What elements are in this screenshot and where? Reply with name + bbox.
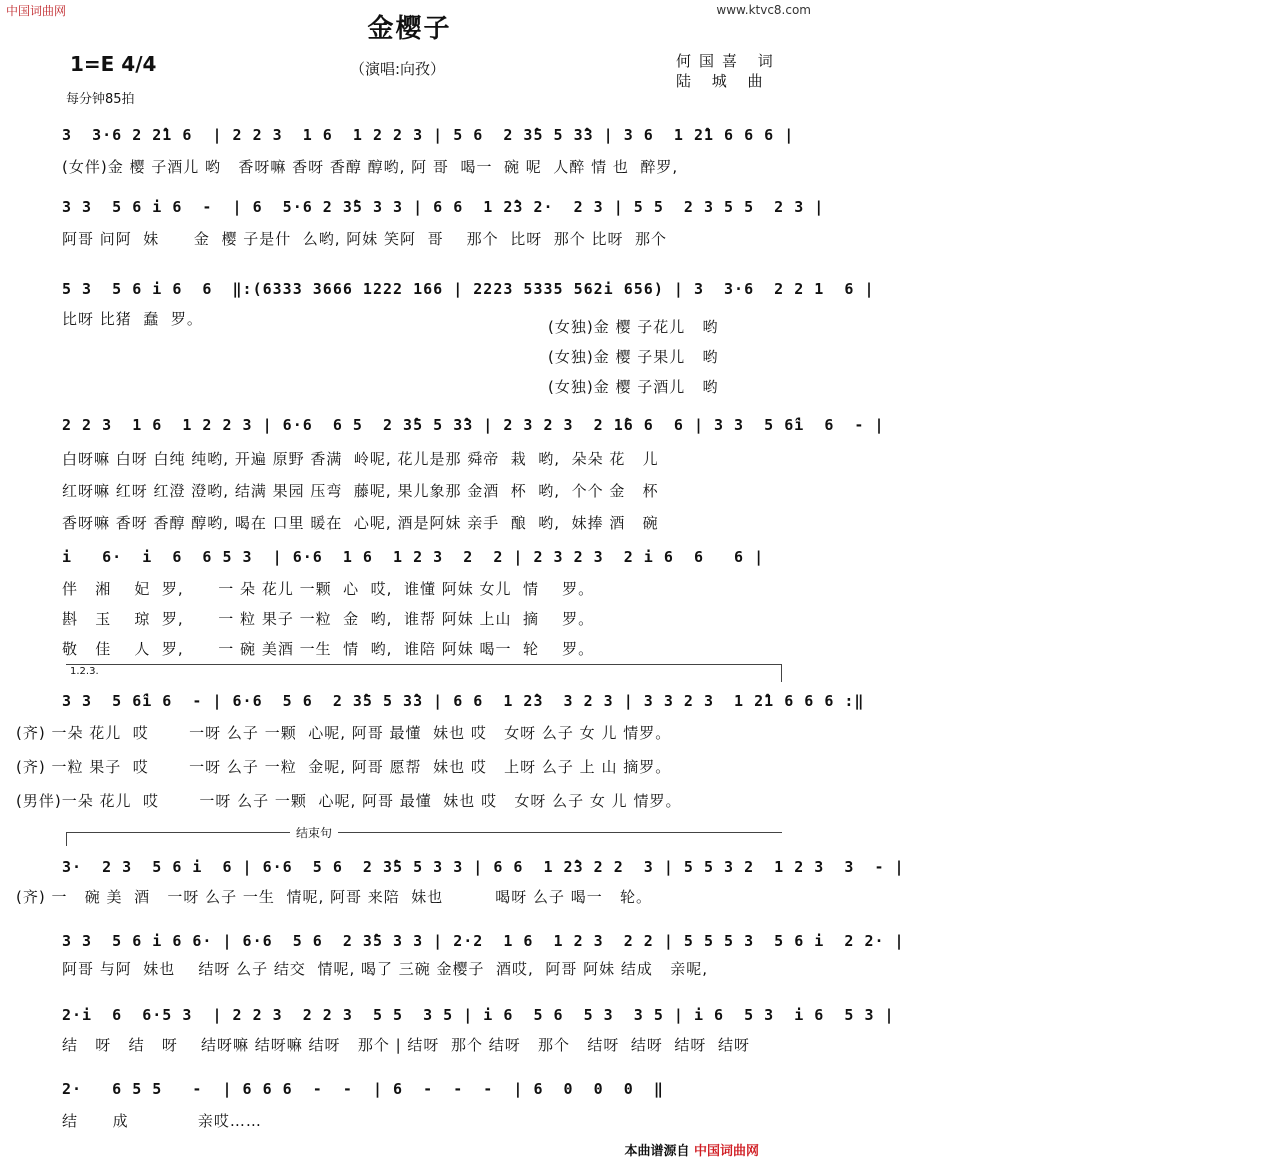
lyrics-row-3-side-1: (女独)金 樱 子花儿 哟 — [548, 318, 719, 336]
lyricist: 何国喜 词 — [676, 52, 781, 70]
ending-bracket-start — [66, 832, 67, 846]
lyrics-row-3-side-3: (女独)金 樱 子酒儿 哟 — [548, 378, 719, 396]
source-site-link[interactable]: 中国词曲网 — [693, 1144, 759, 1159]
notation-row-9: 2·i 6 6·5 3 | 2 2 3 2 2 3 5 5 3 5 | i 6 5 6 5 3 3 5 | i 6 5 3 i 6 5 3 | — [62, 1006, 895, 1024]
lyrics-row-6-v2: (齐) 一粒 果子 哎 一呀 么子 一粒 金呢, 阿哥 愿帮 妹也 哎 上呀 么子 上 山 摘罗。 — [16, 758, 672, 776]
lyrics-row-5-v2: 斟 玉 琼 罗, 一 粒 果子 一粒 金 哟, 谁帮 阿妹 上山 摘 罗。 — [62, 610, 595, 628]
notation-row-2: 3 3 5 6 i 6 - | 6 5·6 2 3̂5 3 3 | 6 6 1 2̂3 2· 2 3 | 5 5 2 3 5 5 2 3 | — [62, 198, 825, 216]
ending-bracket — [66, 832, 782, 833]
singer: （演唱:向孜） — [350, 60, 446, 78]
lyrics-row-6-v1: (齐) 一朵 花儿 哎 一呀 么子 一颗 心呢, 阿哥 最懂 妹也 哎 女呀 么子 女 儿 情罗。 — [16, 724, 672, 742]
composer: 陆 城 曲 — [676, 72, 771, 90]
site-logo-left: 中国词曲网 — [6, 4, 67, 18]
lyrics-row-8: 阿哥 与阿 妹也 结呀 么子 结交 情呢, 喝了 三碗 金樱子 酒哎, 阿哥 阿妹 结成 亲呢, — [62, 960, 708, 978]
lyrics-row-9: 结 呀 结 呀 结呀嘛 结呀嘛 结呀 那个 | 结呀 那个 结呀 那个 结呀 结呀 结呀 结呀 — [62, 1036, 750, 1054]
volta-bracket — [66, 664, 782, 665]
notation-row-3: 5 3 5 6 i 6 6 ‖:(6333 3666 1222 166 | 2223 5335 562i 656) | 3 3·6 2 2 1 6 | — [62, 280, 875, 298]
lyrics-row-3: 比呀 比猪 蠢 罗。 — [62, 310, 203, 328]
notation-row-7: 3· 2 3 5 6 i 6 | 6·6 5 6 2 3̂5 5 3 3 | 6 6 1 2̂3 2 2 3 | 5 5 3 2 1 2 3 3 - | — [62, 858, 905, 876]
volta-bracket-end — [781, 664, 782, 682]
ending-label: 结束句 — [290, 824, 338, 841]
notation-row-4: 2 2 3 1 6 1 2 2 3 | 6·6 6 5 2 3̂5 5 3̂3 | 2 3 2 3 2 1̂6 6 6 | 3 3 5 6̂i 6 - | — [62, 416, 885, 434]
lyrics-row-2: 阿哥 问阿 妹 金 樱 子是什 么哟, 阿妹 笑阿 哥 那个 比呀 那个 比呀 那个 — [62, 230, 668, 248]
lyrics-row-5-v3: 敬 佳 人 罗, 一 碗 美酒 一生 情 哟, 谁陪 阿妹 喝一 轮 罗。 — [62, 640, 595, 658]
volta-label: 1.2.3. — [70, 666, 99, 677]
key-signature: 1=E 4/4 — [70, 52, 157, 76]
lyrics-row-6-v3: (男伴)一朵 花儿 哎 一呀 么子 一颗 心呢, 阿哥 最懂 妹也 哎 女呀 么子 女 儿 情罗。 — [16, 792, 682, 810]
notation-row-10: 2· 6 5 5 - | 6 6 6 - - | 6 - - - | 6 0 0 0 ‖ — [62, 1080, 664, 1098]
lyrics-row-4-v1: 白呀嘛 白呀 白纯 纯哟, 开遍 原野 香满 岭呢, 花儿是那 舜帝 栽 哟, 朵朵 花 儿 — [62, 450, 659, 468]
lyrics-row-1: (女伴)金 樱 子酒儿 哟 香呀嘛 香呀 香醇 醇哟, 阿 哥 喝一 碗 呢 人醉 情 也 醉罗, — [62, 158, 679, 176]
notation-row-6: 3 3 5 6̂i 6 - | 6·6 5 6 2 3̂5 5 3̂3 | 6 6 1 2̂3 3 2 3 | 3 3 2 3 1 2̂1 6 6 6 :‖ — [62, 692, 865, 710]
site-url-right: www.ktvc8.com — [716, 3, 811, 17]
song-title: 金樱子 — [367, 14, 452, 44]
lyrics-row-4-v3: 香呀嘛 香呀 香醇 醇哟, 喝在 口里 暖在 心呢, 酒是阿妹 亲手 酿 哟, 妹捧 酒 碗 — [62, 514, 659, 532]
lyrics-row-3-side-2: (女独)金 樱 子果儿 哟 — [548, 348, 719, 366]
notation-row-5: i 6· i 6 6 5 3 | 6·6 1 6 1 2 3 2 2 | 2 3 2 3 2 i 6 6 6 | — [62, 548, 765, 566]
lyrics-row-4-v2: 红呀嘛 红呀 红澄 澄哟, 结满 果园 压弯 藤呢, 果儿象那 金酒 杯 哟, 个个 金 杯 — [62, 482, 659, 500]
lyrics-row-7: (齐) 一 碗 美 酒 一呀 么子 一生 情呢, 阿哥 来陪 妹也 喝呀 么子 喝一 轮。 — [16, 888, 653, 906]
notation-row-8: 3 3 5 6 i 6 6· | 6·6 5 6 2 3̂5 3 3 | 2·2 1 6 1 2 3 2 2 | 5 5 5 3 5 6 i 2 2· | — [62, 932, 905, 950]
notation-row-1: 3 3·6 2 2̂1 6 | 2 2 3 1 6 1 2 2 3 | 5 6 2 3̂5 5 3̂3 | 3 6 1 2̂1 6 6 6 | — [62, 126, 795, 144]
lyrics-row-10: 结 成 亲哎…… — [62, 1112, 262, 1130]
source-footer — [624, 1140, 759, 1159]
lyrics-row-5-v1: 伴 湘 妃 罗, 一 朵 花儿 一颗 心 哎, 谁懂 阿妹 女儿 情 罗。 — [62, 580, 595, 598]
source-prefix: 本曲谱源自 — [624, 1144, 690, 1159]
tempo: 每分钟85拍 — [66, 92, 135, 107]
